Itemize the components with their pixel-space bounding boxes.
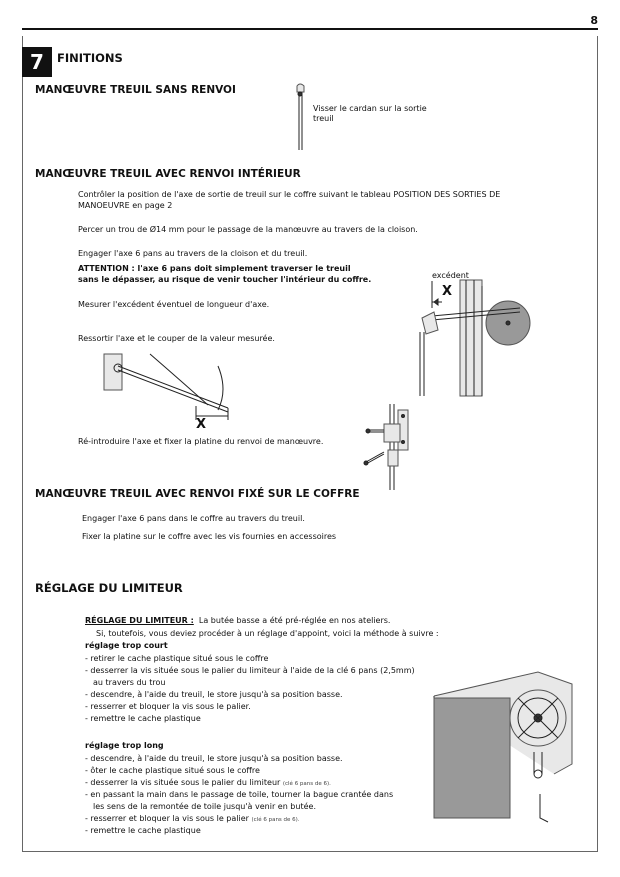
excedent-x-label: X [442, 284, 453, 299]
page-number: 8 [590, 14, 598, 27]
s2-attention-1: ATTENTION : l'axe 6 pans doit simplement traverser le treuil [78, 264, 351, 273]
limiter-illustration [430, 668, 590, 828]
cut-x-label: X [196, 417, 207, 430]
excedent-illustration [410, 268, 540, 398]
s2-p4: Mesurer l'excédent éventuel de longueur d'axe. [78, 300, 270, 309]
s4-intro-1: La butée basse a été pré-réglée en nos ateliers. [198, 616, 391, 625]
s3-p1: Engager l'axe 6 pans dans le coffre au travers du treuil. [82, 514, 305, 523]
s4-title: RÉGLAGE DU LIMITEUR [35, 581, 183, 595]
excedent-label: excédent [432, 271, 469, 280]
key-note-2: (clé 6 pans de 6). [251, 817, 300, 823]
list-item: - ôter le cache plastique situé sous le coffre [85, 766, 260, 775]
key-note: (clé 6 pans de 6). [282, 781, 331, 787]
list-item: - remettre le cache plastique [85, 826, 201, 835]
list-item-text: - resserrer et bloquer la vis sous le palier [85, 814, 249, 823]
list-item: - remettre le cache plastique [85, 714, 201, 723]
s2-p6: Ré-introduire l'axe et fixer la platine du renvoi de manœuvre. [78, 437, 324, 446]
s3-title: MANŒUVRE TREUIL AVEC RENVOI FIXÉ SUR LE COFFRE [35, 488, 360, 500]
s4-intro [85, 616, 390, 627]
list-item-text: - desserrer la vis située sous le palier du limiteur [85, 778, 281, 787]
s2-p1-line2: MANOEUVRE en page 2 [78, 201, 173, 210]
list-item: au travers du trou [93, 678, 166, 687]
s4-long-title: réglage trop long [85, 741, 164, 750]
s2-attention-2: sans le dépasser, au risque de venir toucher l'intérieur du coffre. [78, 275, 372, 284]
s1-caption-1: Visser le cardan sur la sortie [313, 104, 427, 113]
list-item [85, 778, 445, 790]
s2-p3: Engager l'axe 6 pans au travers de la cloison et du treuil. [78, 249, 308, 258]
section-title: FINITIONS [57, 51, 123, 65]
s2-title: MANŒUVRE TREUIL AVEC RENVOI INTÉRIEUR [35, 168, 301, 180]
list-item: - descendre, à l'aide du treuil, le store jusqu'à sa position basse. [85, 754, 343, 763]
list-item: - en passant la main dans le passage de toile, tourner la bague crantée dans [85, 790, 394, 799]
s2-p2: Percer un trou de Ø14 mm pour le passage de la manœuvre au travers de la cloison. [78, 225, 418, 234]
list-item: - descendre, à l'aide du treuil, le store jusqu'à sa position basse. [85, 690, 343, 699]
list-item: - retirer le cache plastique situé sous le coffre [85, 654, 269, 663]
s4-court-list [85, 654, 445, 726]
list-item [85, 814, 445, 826]
s1-caption-2: treuil [313, 114, 334, 123]
cut-axis-illustration [100, 350, 240, 430]
s4-court-title: réglage trop court [85, 641, 168, 650]
s3-p2: Fixer la platine sur le coffre avec les vis fournies en accessoires [82, 532, 337, 541]
s4-long-list [85, 754, 445, 838]
cardan-illustration [290, 82, 310, 152]
s2-p1-line1: Contrôler la position de l'axe de sortie de treuil sur le coffre suivant le tableau POSITION DES SORTIES DE [78, 190, 501, 199]
s1-title: MANŒUVRE TREUIL SANS RENVOI [35, 84, 236, 96]
list-item: - desserrer la vis située sous le palier du limiteur à l'aide de la clé 6 pans (2,5mm) [85, 666, 415, 675]
renvoi-illustration [362, 402, 432, 492]
header-rule [22, 28, 598, 30]
s2-p5: Ressortir l'axe et le couper de la valeur mesurée. [78, 334, 275, 343]
list-item: les sens de la remontée de toile jusqu'à venir en butée. [93, 802, 316, 811]
s4-intro-2: Si, toutefois, vous deviez procéder à un réglage d'appoint, voici la méthode à suivre : [96, 629, 439, 638]
section-number: 7 [22, 47, 52, 77]
list-item: - resserrer et bloquer la vis sous le palier. [85, 702, 251, 711]
s4-sub-label: RÉGLAGE DU LIMITEUR : [85, 616, 194, 625]
